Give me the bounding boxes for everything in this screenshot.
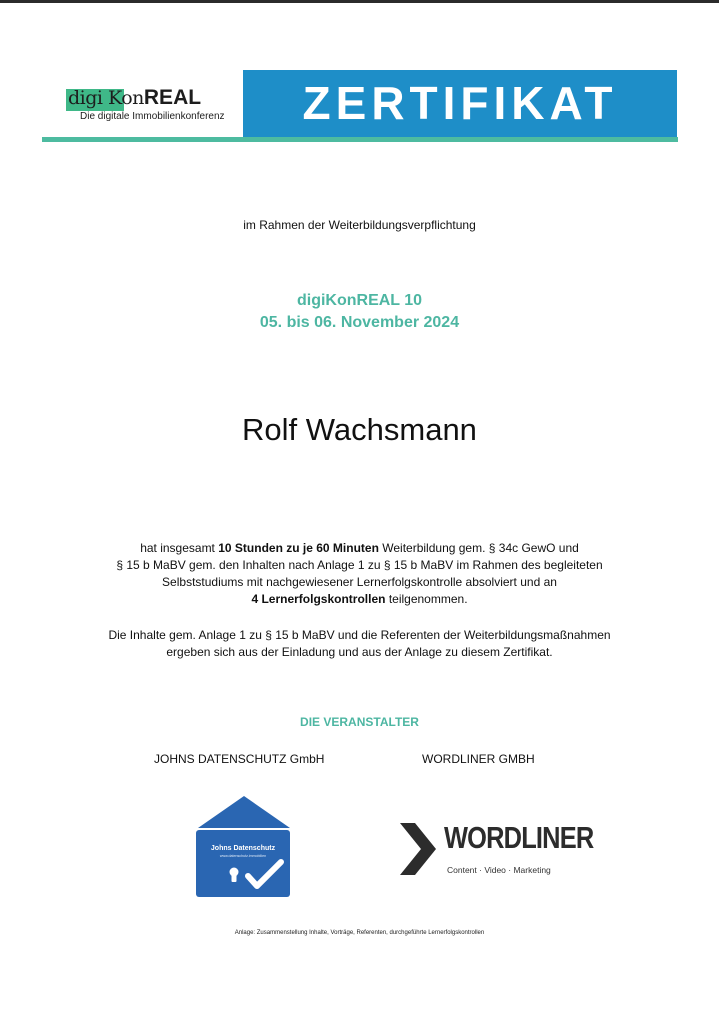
- logo-subtitle: Die digitale Immobilienkonferenz: [80, 111, 225, 122]
- statement-line-2: § 15 b MaBV gem. den Inhalten nach Anlage 1 zu § 15 b MaBV im Rahmen des begleiteten: [116, 558, 603, 572]
- statement-text: teilgenommen.: [385, 592, 468, 606]
- statement-line-4: [0, 591, 719, 608]
- contents-note: [0, 627, 719, 661]
- contents-line-2: ergeben sich aus der Einladung und aus der Anlage zu diesem Zertifikat.: [166, 645, 553, 659]
- intro-text: im Rahmen der Weiterbildungsverpflichtung: [243, 218, 476, 232]
- certificate-statement: [0, 540, 719, 608]
- jd-logo-title: Johns Datenschutz: [210, 845, 276, 852]
- contents-line-1: Die Inhalte gem. Anlage 1 zu § 15 b MaBV und die Referenten der Weiterbildungsmaßnahmen: [108, 628, 611, 642]
- statement-line-3: Selbststudiums mit nachgewiesener Lernerfolgskontrolle absolviert und an: [162, 575, 557, 589]
- statement-text: Weiterbildung gem. § 34c GewO und: [378, 541, 579, 555]
- top-border: [0, 0, 719, 3]
- digikonreal-logo: [66, 88, 226, 128]
- event-name: digiKonREAL 10: [296, 292, 423, 309]
- wordliner-logo-wordmark: WORDLINER: [444, 820, 594, 855]
- johns-datenschutz-logo: [194, 796, 294, 898]
- logo-wordmark: [68, 86, 201, 110]
- wordliner-logo-tagline: Content · Video · Marketing: [447, 865, 551, 875]
- footer-attachment-note: Anlage: Zusammenstellung Inhalte, Vorträge, Referenten, durchgeführte Lernerfolgskontrollen: [234, 930, 485, 936]
- controls-emphasis: 4 Lernerfolgskontrollen: [251, 592, 386, 606]
- hours-emphasis: 10 Stunden zu je 60 Minuten: [218, 541, 379, 555]
- event-dates: 05. bis 06. November 2024: [259, 314, 460, 331]
- certificate-title-banner: ZERTIFIKAT: [243, 70, 677, 137]
- event-block: [0, 290, 719, 334]
- organizers-heading: DIE VERANSTALTER: [300, 715, 419, 729]
- organizer-wordliner: WORDLINER GMBH: [422, 752, 535, 766]
- jd-logo-url: www.datenschutz.immobilien: [219, 854, 267, 858]
- organizer-johns-datenschutz: JOHNS DATENSCHUTZ GmbH: [154, 752, 325, 766]
- logo-real: REAL: [143, 86, 202, 109]
- statement-text: hat insgesamt: [140, 541, 219, 555]
- recipient-name: Rolf Wachsmann: [242, 412, 477, 447]
- statement-line-1: [0, 540, 719, 557]
- header-rule: [42, 137, 678, 142]
- logo-prefix: digi Kon: [68, 87, 144, 109]
- house-roof: [198, 796, 290, 828]
